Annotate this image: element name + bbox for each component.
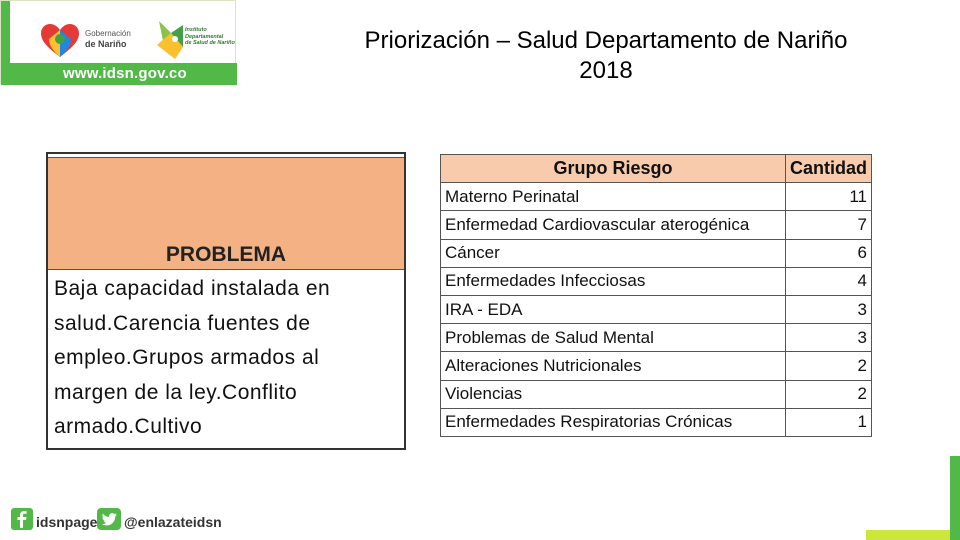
problema-box [46,152,406,450]
problema-line: margen de la ley.Conflito [54,380,298,404]
group-cell: Alteraciones Nutricionales [441,352,786,380]
count-cell: 1 [785,408,871,436]
twitter-icon[interactable] [97,508,121,530]
count-cell: 3 [785,295,871,323]
count-cell: 4 [785,267,871,295]
risk-group-table [440,154,872,437]
table-header-row [441,155,872,183]
page-title-line1: Priorización – Salud Departamento de Nariño [364,27,848,54]
idsn-logo-icon [153,19,187,61]
problema-line: armado.Cultivo [54,415,203,438]
count-cell: 7 [785,211,871,239]
table-row [441,408,872,436]
header-logo-box [0,0,236,84]
gobernacion-wordmark [85,29,131,49]
page-title [296,26,916,86]
column-header-count: Cantidad [785,155,871,183]
table-row [441,183,872,211]
count-cell: 11 [785,183,871,211]
problema-header [48,157,404,270]
count-cell: 6 [785,239,871,267]
facebook-icon[interactable] [11,508,33,530]
table-row [441,380,872,408]
idsn-line1: Instituto [185,27,207,33]
count-cell: 3 [785,324,871,352]
gobernacion-line1: Gobernación [85,29,131,38]
gobernacion-line2: de Nariño [85,39,127,49]
idsn-wordmark [185,27,235,47]
problema-line: Baja capacidad instalada en [54,277,331,300]
idsn-line2: Departamental [185,33,224,40]
logo-green-accent-left [1,1,10,69]
problema-heading: PROBLEMA [165,243,287,266]
group-cell: Cáncer [441,239,786,267]
group-cell: Problemas de Salud Mental [441,324,786,352]
problema-line: salud.Carencia fuentes de [54,311,311,335]
table-row [441,211,872,239]
problema-text [54,272,390,445]
group-cell: Enfermedad Cardiovascular aterogénica [441,211,786,239]
facebook-handle[interactable]: idsnpage [36,514,98,530]
group-cell: Enfermedades Respiratorias Crónicas [441,408,786,436]
table-row [441,352,872,380]
count-cell: 2 [785,352,871,380]
problema-line: empleo.Grupos armados al [54,346,320,369]
column-header-group: Grupo Riesgo [441,155,786,183]
group-cell: IRA - EDA [441,295,786,323]
table-row [441,324,872,352]
group-cell: Violencias [441,380,786,408]
group-cell: Materno Perinatal [441,183,786,211]
page-title-line2: 2018 [579,57,633,84]
table-row [441,239,872,267]
group-cell: Enfermedades Infecciosas [441,267,786,295]
twitter-handle[interactable]: @enlazateidsn [124,514,222,530]
corner-accent-horizontal [866,530,960,540]
table-row [441,267,872,295]
gobernacion-heart-icon [39,23,81,59]
count-cell: 2 [785,380,871,408]
website-url[interactable]: www.idsn.gov.co [63,65,187,82]
idsn-line3: de Salud de Nariño [185,40,235,46]
table-row [441,295,872,323]
corner-accent-vertical [950,456,960,540]
